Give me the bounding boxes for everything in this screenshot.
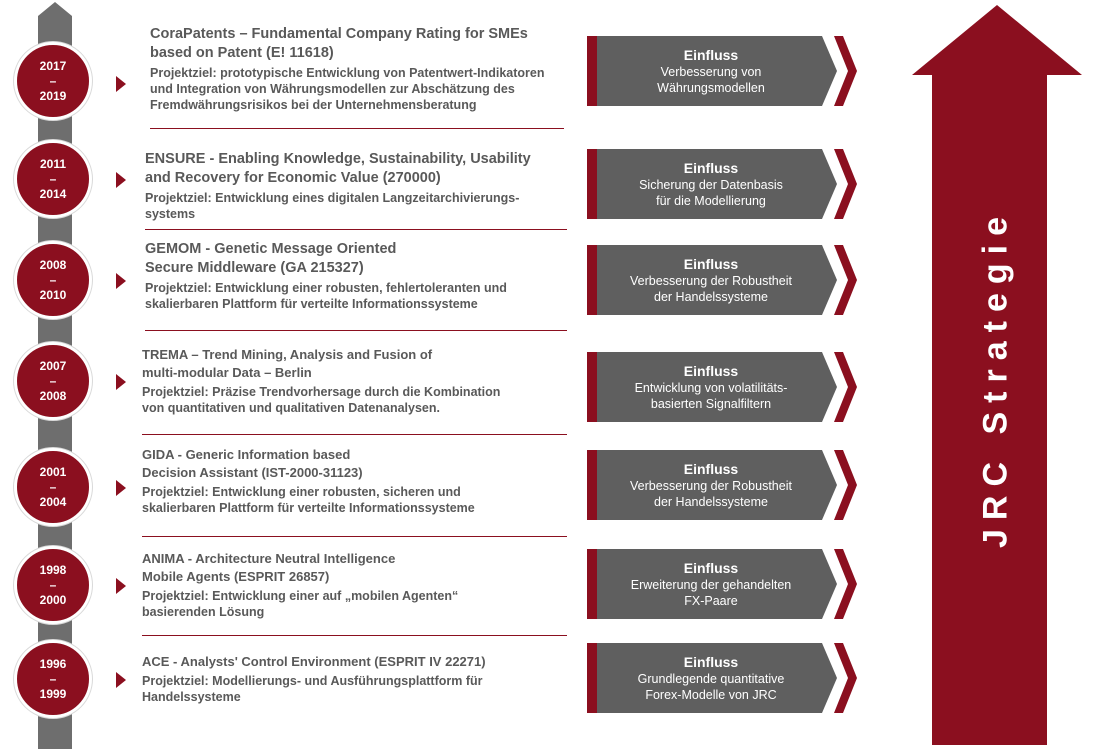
year-badge-1996-1999 <box>14 640 92 718</box>
year-start: 2007 <box>39 358 67 373</box>
project-title: ANIMA - Architecture Neutral Intelligence Mobile Agents (ESPRIT 26857) <box>142 551 396 584</box>
year-start: 2017 <box>39 58 67 73</box>
impact-text: Verbesserung der Robustheit der Handelssysteme <box>630 479 792 509</box>
year-end: 2008 <box>39 388 67 403</box>
project-title: GEMOM - Genetic Message Oriented Secure Middleware (GA 215327) <box>145 241 397 276</box>
project-divider <box>145 229 567 230</box>
project-gemom <box>145 240 525 312</box>
project-divider <box>142 536 567 537</box>
year-badge-2011-2014 <box>14 140 92 218</box>
impact-heading: Einfluss <box>683 654 739 670</box>
bullet-triangle-icon <box>116 578 126 594</box>
impact-heading: Einfluss <box>683 160 739 176</box>
impact-chevron-gemom <box>587 245 857 315</box>
project-ensure <box>145 150 545 222</box>
project-goal: Projektziel: Entwicklung einer robusten, fehlertoleranten und skalierbaren Plattform für verteilte Informationssysteme <box>145 281 507 311</box>
year-start: 1998 <box>39 562 67 577</box>
project-title: ACE - Analysts' Control Environment (ESPRIT IV 22271) <box>142 654 486 669</box>
impact-text: Sicherung der Datenbasis für die Modellierung <box>639 178 783 208</box>
project-anima <box>142 550 502 620</box>
year-dash: – <box>49 373 57 388</box>
impact-heading: Einfluss <box>683 461 739 477</box>
year-badge-1998-2000 <box>14 546 92 624</box>
project-corapatents <box>150 25 560 113</box>
year-dash: – <box>49 577 57 592</box>
project-title: CoraPatents – Fundamental Company Rating for SMEs based on Patent (E! 11618) <box>150 26 528 61</box>
year-dash: – <box>49 171 57 186</box>
year-start: 2001 <box>39 464 67 479</box>
project-title: ENSURE - Enabling Knowledge, Sustainability, Usability and Recovery for Economic Value (270000) <box>145 151 531 186</box>
project-trema <box>142 346 522 416</box>
impact-heading: Einfluss <box>683 560 739 576</box>
impact-heading: Einfluss <box>683 363 739 379</box>
project-goal: Projektziel: Entwicklung einer robusten, sicheren und skalierbaren Plattform für verteilte Informationssysteme <box>142 485 475 515</box>
bullet-triangle-icon <box>116 672 126 688</box>
project-gida <box>142 446 502 516</box>
year-end: 2014 <box>39 186 67 201</box>
year-badge-2008-2010 <box>14 241 92 319</box>
year-badge-2017-2019 <box>14 42 92 120</box>
project-goal: Projektziel: Entwicklung eines digitalen Langzeitarchivierungs-systems <box>145 191 520 221</box>
impact-chevron-trema <box>587 352 857 422</box>
year-end: 1999 <box>39 686 67 701</box>
impact-chevron-anima <box>587 549 857 619</box>
project-divider <box>150 128 564 129</box>
project-divider <box>145 330 567 331</box>
year-start: 1996 <box>39 656 67 671</box>
bullet-triangle-icon <box>116 374 126 390</box>
bullet-triangle-icon <box>116 172 126 188</box>
impact-text: Grundlegende quantitative Forex-Modelle von JRC <box>637 672 785 702</box>
impact-chevron-gida <box>587 450 857 520</box>
year-dash: – <box>49 73 57 88</box>
year-badge-2001-2004 <box>14 448 92 526</box>
year-end: 2019 <box>39 88 67 103</box>
year-dash: – <box>49 479 57 494</box>
project-divider <box>142 434 567 435</box>
impact-chevron-ensure <box>587 149 857 219</box>
project-goal: Projektziel: Modellierungs- und Ausführungsplattform für Handelssysteme <box>142 674 483 704</box>
year-start: 2011 <box>39 156 67 171</box>
bullet-triangle-icon <box>116 273 126 289</box>
strategy-label: JRC Strategie <box>976 208 1015 548</box>
year-end: 2000 <box>39 592 67 607</box>
bullet-triangle-icon <box>116 76 126 92</box>
impact-text: Entwicklung von volatilitäts-basierten Signalfiltern <box>634 381 788 411</box>
impact-heading: Einfluss <box>683 47 739 63</box>
project-goal: Projektziel: Entwicklung einer auf „mobilen Agenten“ basierenden Lösung <box>142 589 459 619</box>
project-divider <box>142 635 567 636</box>
year-dash: – <box>49 671 57 686</box>
project-goal: Projektziel: prototypische Entwicklung von Patentwert-Indikatoren und Integration von Währungsmodellen zur Abschätzung des Fremdwährungsrisikos bei der Unternehmensberatung <box>150 66 545 112</box>
year-end: 2010 <box>39 287 67 302</box>
year-end: 2004 <box>39 494 67 509</box>
impact-text: Verbesserung von Währungsmodellen <box>657 65 765 95</box>
project-title: GIDA - Generic Information based Decision Assistant (IST-2000-31123) <box>142 447 363 480</box>
impact-heading: Einfluss <box>683 256 739 272</box>
project-ace <box>142 653 522 705</box>
impact-chevron-ace <box>587 643 857 713</box>
impact-text: Verbesserung der Robustheit der Handelssysteme <box>630 274 792 304</box>
impact-chevron-corapatents <box>587 36 857 106</box>
project-title: TREMA – Trend Mining, Analysis and Fusion of multi-modular Data – Berlin <box>142 347 433 380</box>
impact-text: Erweiterung der gehandelten FX-Paare <box>630 578 792 608</box>
bullet-triangle-icon <box>116 480 126 496</box>
year-dash: – <box>49 272 57 287</box>
year-badge-2007-2008 <box>14 342 92 420</box>
year-start: 2008 <box>39 257 67 272</box>
project-goal: Projektziel: Präzise Trendvorhersage durch die Kombination von quantitativen und qualitativen Datenanalysen. <box>142 385 501 415</box>
